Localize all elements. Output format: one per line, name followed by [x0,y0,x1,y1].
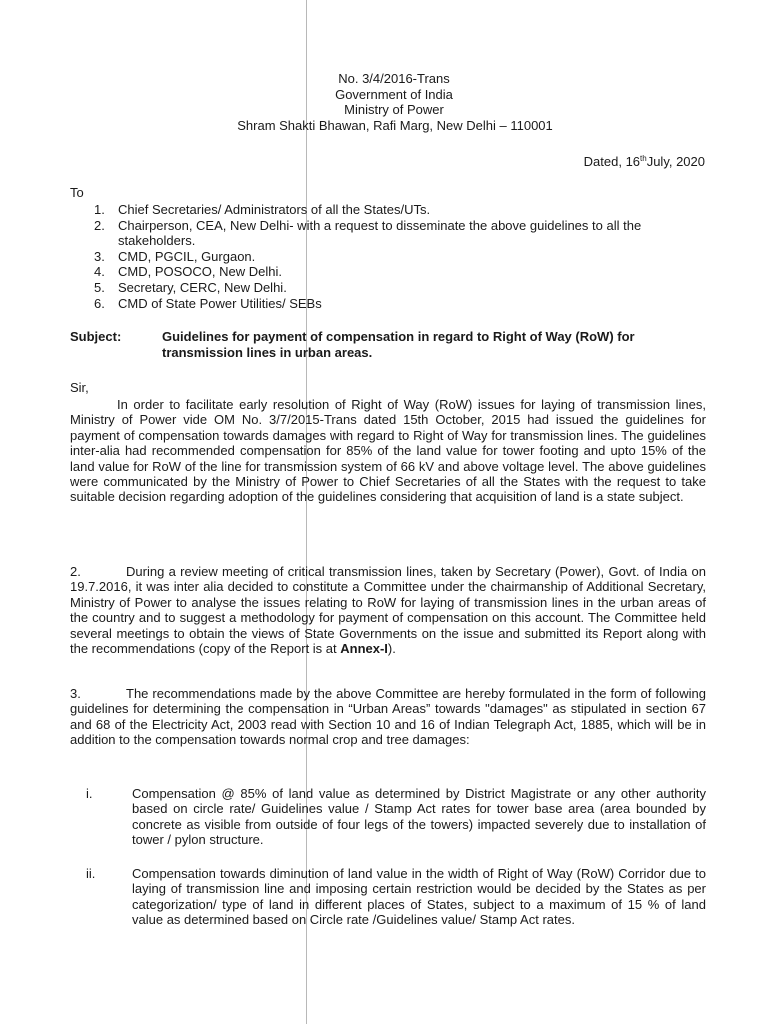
item-number: 5. [94,279,105,295]
paragraph-3 [70,686,706,748]
list-item [94,218,706,249]
point-number: ii. [86,866,96,881]
ministry-line: Ministry of Power [344,102,444,117]
item-text: Chief Secretaries/ Administrators of all the States/UTs. [118,202,431,217]
item-text: Secretary, CERC, New Delhi. [118,279,287,295]
date-line [584,154,705,169]
point-text: Compensation @ 85% of land value as determined by District Magistrate or any other authority based on circle rate/ Guidelines value / Stamp Act rates for tower base area (area bounded by concrete as visible from outside of four legs of the towers) impacted severely due to installation of tower / pylon structure. [132,786,706,848]
paragraph-tail: ). [387,641,396,657]
paragraph-1: In order to facilitate early resolution of Right of Way (RoW) issues for laying of transmission lines, Ministry of Power vide OM No. 3/7/2015-Trans dated 15th October, 2015 had issued the guidelines for payment of compensation towards damages with regard to Right of Way for transmission lines. The guidelines inter-alia had recommended compensation for 85% of the land value for tower footing and upto 15% of the land value for RoW of the line for transmission system of 66 kV and above voltage level. The above guidelines were communicated by the Ministry of Power to Chief Secretaries of all the States with the request to take suitable decision regarding adoption of the guidelines considering that acquisition of land is a state subject. [70,397,706,505]
item-number: 1. [94,202,105,217]
date-prefix: Dated, 16 [583,154,641,169]
item-text: CMD of State Power Utilities/ SEBs [118,295,322,311]
guideline-point-i [86,786,706,848]
list-item [94,280,706,296]
date-suffix: July, 2020 [646,154,705,169]
subject-line [70,329,710,361]
paragraph-2 [70,564,706,656]
date-sup: th [640,154,647,163]
item-text: CMD, POSOCO, New Delhi. [118,264,282,280]
paragraph-text: During a review meeting of critical transmission lines, taken by Secretary (Power), Govt. of India on 19.7.2016, it was inter alia decided to constitute a Committee under the chairmanship of Additional Secretary, Ministry of Power to analyse the issues relating to RoW for laying of transmission lines in the urban areas of the country and to suggest a methodology for payment of compensation on this account. The Committee held several meetings to obtain the views of State Governments on the issue and submitted its Report along with the recommendations (copy of the Report is at [70,564,706,657]
item-text: Chairperson, CEA, New Delhi- with a request to disseminate the above guidelines to all the stakeholders. [118,217,642,249]
list-item [94,249,706,265]
paragraph-number: 2. [70,564,81,579]
addressee-list [94,202,706,311]
paragraph-text: The recommendations made by the above Committee are hereby formulated in the form of following guidelines for determining the compensation in “Urban Areas” towards "damages" as stipulated in section 67 and 68 of the Electricity Act, 2003 read with Section 10 and 16 of Indian Telegraph Act, 1885, which will be in addition to the compensation towards normal crop and tree damages: [70,686,706,748]
point-number: i. [86,786,93,801]
item-number: 6. [94,295,105,311]
reference-number: No. 3/4/2016-Trans [338,71,450,86]
guideline-point-ii [86,866,706,928]
letter-header [0,71,768,133]
salutation: Sir, [70,380,89,395]
subject-label: Subject: [70,329,122,344]
item-number: 4. [94,264,105,280]
list-item [94,296,706,312]
item-number: 3. [94,248,105,264]
subject-text: Guidelines for payment of compensation in regard to Right of Way (RoW) for transmission lines in urban areas. [162,329,635,360]
list-item [94,202,706,218]
annex-reference: Annex-I [340,641,388,657]
to-label: To [70,185,84,200]
paragraph-number: 3. [70,686,81,701]
item-text: CMD, PGCIL, Gurgaon. [118,248,256,264]
item-number: 2. [94,217,105,233]
address-line: Shram Shakti Bhawan, Rafi Marg, New Delhi – 110001 [237,117,553,133]
list-item [94,264,706,280]
point-text: Compensation towards diminution of land value in the width of Right of Way (RoW) Corridor due to laying of transmission line and imposing certain restriction would be decided by the States as per categorization/ type of land in different places of States, subject to a maximum of 15 % of land value as determined based on Circle rate /Guidelines value/ Stamp Act rates. [132,866,706,928]
government-line: Government of India [335,86,453,102]
